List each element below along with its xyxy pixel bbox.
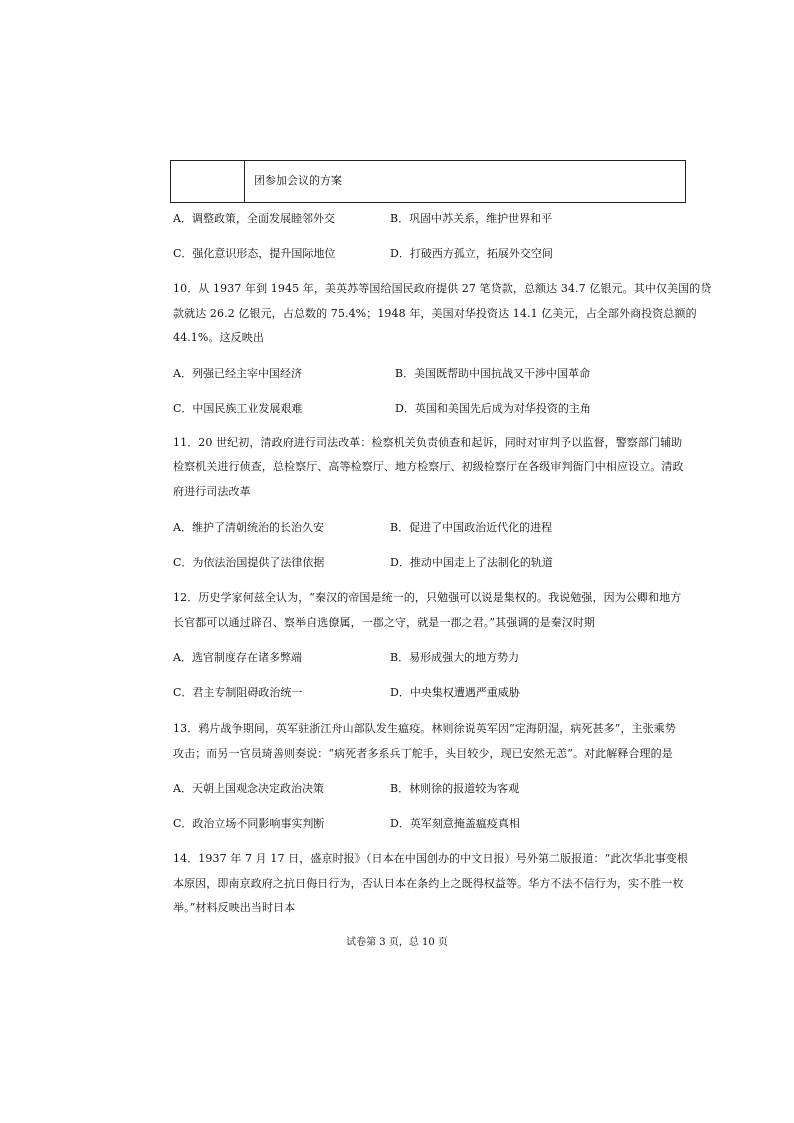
table-cell-text: 团参加会议的方案	[254, 174, 342, 187]
q12-option-b: B．易形成强大的地方势力	[390, 651, 520, 664]
q10-option-b: B．美国既帮助中国抗战又干涉中国革命	[395, 367, 591, 380]
table-divider	[244, 161, 245, 202]
page-footer: 试卷第 3 页，总 10 页	[346, 937, 448, 948]
q10-option-c: C．中国民族工业发展艰难	[173, 402, 303, 415]
q11-stem-line-2: 检察机关进行侦查，总检察厅、高等检察厅、地方检察厅、初级检察厅在各级审判衙门中相应设立。清政	[173, 460, 684, 473]
q13-option-b: B．林则徐的报道较为客观	[390, 782, 520, 795]
q10-option-d: D．英国和美国先后成为对华投资的主角	[395, 402, 591, 415]
q9-option-a: A．调整政策，全面发展睦邻外交	[173, 212, 335, 225]
q11-option-d: D．推动中国走上了法制化的轨道	[390, 556, 553, 569]
q12-option-d: D．中央集权遭遇严重威胁	[390, 686, 520, 699]
q14-stem-line-1: 14．1937 年 7 月 17 日，盛京时报》（日本在中国创办的中文日报）号外第二版报道：“此次华北事变根	[173, 852, 688, 865]
q13-option-d: D．英军刻意掩盖瘟疫真相	[390, 817, 520, 830]
q10-stem-line-2: 款就达 26.2 亿银元，占总数的 75.4%；1948 年，美国对华投资达 14.1 亿美元，占全部外商投资总额的	[173, 307, 697, 320]
q13-stem-line-1: 13．鸦片战争期间，英军驻浙江舟山部队发生瘟疫。林则徐说英军因“定海阴湿，病死甚多”，主张乘势	[173, 722, 676, 735]
q12-option-a: A．选官制度存在诸多弊端	[173, 651, 302, 664]
q10-stem-line-1: 10．从 1937 年到 1945 年，美英苏等国给国民政府提供 27 笔贷款，总额达 34.7 亿银元。其中仅美国的贷	[173, 282, 712, 295]
q10-option-a: A．列强已经主宰中国经济	[173, 367, 302, 380]
q14-stem-line-2: 本原因，即南京政府之抗日侮日行为，否认日本在条约上之既得权益等。华方不法不信行为，实不胜一枚	[173, 877, 684, 890]
table-continuation	[170, 160, 686, 203]
q11-option-c: C．为依法治国提供了法律依据	[173, 556, 325, 569]
q13-option-a: A．天朝上国观念决定政治决策	[173, 782, 324, 795]
q12-stem-line-1: 12．历史学家何兹全认为，“秦汉的帝国是统一的，只勉强可以说是集权的。我说勉强，因为公卿和地方	[173, 591, 682, 604]
q11-stem-line-3: 府进行司法改革	[173, 485, 251, 498]
q13-stem-line-2: 攻击；而另一官员琦善则奏说：“病死者多系兵丁舵手，头目较少，现已安然无恙”。对此解释合理的是	[173, 747, 673, 760]
q14-stem-line-3: 举。”材料反映出当时日本	[173, 901, 296, 914]
q9-option-d: D．打破西方孤立，拓展外交空间	[390, 247, 553, 260]
q11-option-b: B．促进了中国政治近代化的进程	[390, 521, 553, 534]
q10-stem-line-3: 44.1%。这反映出	[173, 331, 264, 344]
q9-option-c: C．强化意识形态，提升国际地位	[173, 247, 336, 260]
q13-option-c: C．政治立场不同影响事实判断	[173, 817, 325, 830]
q11-stem-line-1: 11．20 世纪初，清政府进行司法改革：检察机关负责侦查和起诉，同时对审判予以监督，警察部门辅助	[173, 436, 683, 449]
q12-stem-line-2: 长官都可以通过辟召、察举自选僚属，一郡之守，就是一郡之君。”其强调的是秦汉时期	[173, 616, 596, 629]
q11-option-a: A．维护了清朝统治的长治久安	[173, 521, 324, 534]
q12-option-c: C．君主专制阻碍政治统一	[173, 686, 303, 699]
q9-option-b: B．巩固中苏关系，维护世界和平	[390, 212, 553, 225]
